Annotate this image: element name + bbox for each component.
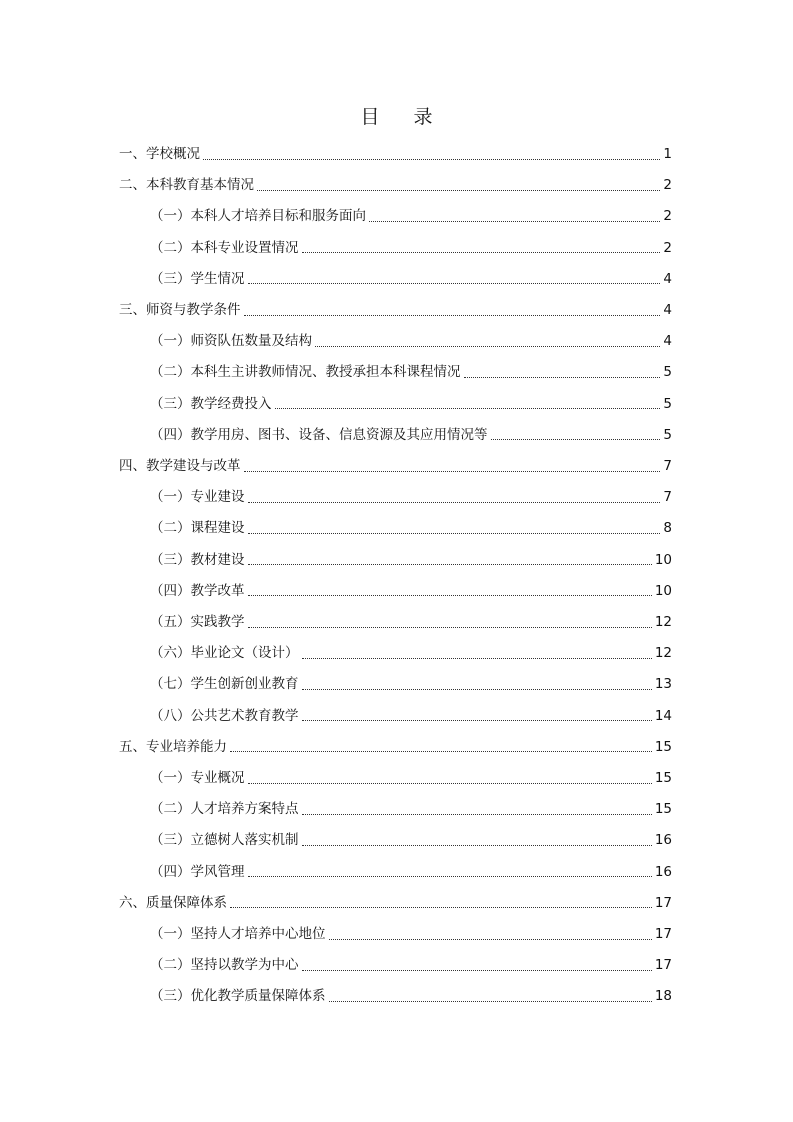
toc-entry-page-number: 12 <box>654 645 672 662</box>
dot-leader <box>230 737 652 757</box>
toc-entry-page-number: 4 <box>663 302 672 318</box>
dot-leader <box>491 425 661 445</box>
dot-leader <box>275 394 661 414</box>
toc-entry-page-number: 5 <box>663 395 672 412</box>
toc-entry[interactable] <box>150 389 672 420</box>
toc-entry-page-number: 18 <box>654 988 672 1005</box>
toc-entry[interactable] <box>150 763 672 794</box>
toc-entry[interactable] <box>150 233 672 264</box>
toc-entry-label: （三）学生情况 <box>150 270 245 287</box>
toc-entry-page-number: 4 <box>663 333 672 350</box>
toc-entry-label: （八）公共艺术教育教学 <box>150 707 299 724</box>
toc-entry-label: 六、质量保障体系 <box>119 894 227 911</box>
dot-leader <box>257 176 660 196</box>
toc-entry-label: （一）坚持人才培养中心地位 <box>150 926 326 942</box>
toc-entry[interactable] <box>150 794 672 825</box>
toc-entry[interactable] <box>150 576 672 607</box>
dot-leader <box>329 925 652 945</box>
dot-leader <box>464 363 661 383</box>
toc-entry-label: （五）实践教学 <box>150 614 245 630</box>
dot-leader <box>329 987 652 1007</box>
dot-leader <box>203 145 660 165</box>
toc-entry-label: （三）优化教学质量保障体系 <box>150 988 326 1005</box>
dot-leader <box>369 207 660 227</box>
toc-entry[interactable] <box>119 888 672 919</box>
toc-entry[interactable] <box>150 981 672 1012</box>
dot-leader <box>248 581 652 601</box>
toc-entry[interactable] <box>150 326 672 357</box>
dot-leader <box>230 893 652 913</box>
toc-entry-label: （三）立德树人落实机制 <box>150 832 299 849</box>
dot-leader <box>248 269 661 289</box>
toc-entry-page-number: 14 <box>654 707 672 724</box>
toc-entry-page-number: 7 <box>663 489 672 506</box>
toc-entry-label: 五、专业培养能力 <box>119 738 227 755</box>
dot-leader <box>302 238 661 258</box>
toc-entry[interactable] <box>119 451 672 482</box>
toc-entry-page-number: 17 <box>654 957 672 974</box>
toc-entry[interactable] <box>150 607 672 638</box>
toc-entry[interactable] <box>150 545 672 576</box>
toc-entry-label: （二）坚持以教学为中心 <box>150 957 299 974</box>
toc-entry-page-number: 5 <box>663 426 672 443</box>
toc-entry-page-number: 15 <box>654 738 672 755</box>
toc-entry[interactable] <box>150 919 672 950</box>
dot-leader <box>248 862 652 882</box>
toc-entry[interactable] <box>150 825 672 856</box>
dot-leader <box>244 301 661 321</box>
toc-entry-page-number: 5 <box>663 364 672 381</box>
toc-entry-page-number: 17 <box>654 926 672 942</box>
toc-entry-page-number: 15 <box>654 770 672 786</box>
toc-entry-label: （一）专业建设 <box>150 489 245 506</box>
toc-entry-label: （三）教材建设 <box>150 551 245 568</box>
toc-entry-page-number: 8 <box>663 520 672 537</box>
toc-entry[interactable] <box>119 732 672 763</box>
toc-entry-page-number: 12 <box>654 614 672 630</box>
toc-entry[interactable] <box>150 669 672 700</box>
toc-entry-label: （二）人才培养方案特点 <box>150 801 299 818</box>
page-title: 目 录 <box>360 106 447 128</box>
toc-entry[interactable] <box>150 201 672 232</box>
dot-leader <box>248 769 652 789</box>
dot-leader <box>244 457 661 477</box>
toc-entry[interactable] <box>150 513 672 544</box>
toc-entry[interactable] <box>119 295 672 326</box>
toc-entry[interactable] <box>119 139 672 170</box>
toc-entry[interactable] <box>150 357 672 388</box>
dot-leader <box>248 550 652 570</box>
toc-entry-label: （四）教学用房、图书、设备、信息资源及其应用情况等 <box>150 426 488 443</box>
toc-entry-page-number: 16 <box>654 863 672 880</box>
toc-entry-page-number: 2 <box>663 208 672 225</box>
dot-leader <box>248 613 652 633</box>
toc-entry[interactable] <box>119 170 672 201</box>
toc-entry-page-number: 2 <box>663 239 672 256</box>
dot-leader <box>302 644 652 664</box>
dot-leader <box>302 800 652 820</box>
toc-entry-page-number: 16 <box>654 832 672 849</box>
toc-entry-label: （六）毕业论文（设计） <box>150 645 299 662</box>
dot-leader <box>302 675 652 695</box>
toc-entry-label: （四）教学改革 <box>150 582 245 599</box>
dot-leader <box>302 956 652 976</box>
toc-entry[interactable] <box>150 420 672 451</box>
toc-entry-page-number: 15 <box>654 801 672 818</box>
dot-leader <box>248 519 661 539</box>
toc-entry-label: （二）本科生主讲教师情况、教授承担本科课程情况 <box>150 364 461 381</box>
toc-entry-page-number: 2 <box>663 177 672 194</box>
toc-entry[interactable] <box>150 701 672 732</box>
dot-leader <box>302 706 652 726</box>
dot-leader <box>315 332 660 352</box>
toc-entry-page-number: 13 <box>654 676 672 693</box>
toc-entry-label: （三）教学经费投入 <box>150 395 272 412</box>
toc-entry-label: （一）本科人才培养目标和服务面向 <box>150 208 366 225</box>
toc-entry-label: 四、教学建设与改革 <box>119 458 241 474</box>
toc-entry-label: 一、学校概况 <box>119 146 200 162</box>
toc-entry-label: 三、师资与教学条件 <box>119 302 241 318</box>
toc-entry-page-number: 17 <box>654 894 672 911</box>
toc-entry[interactable] <box>150 264 672 295</box>
dot-leader <box>248 488 661 508</box>
toc-entry[interactable] <box>150 482 672 513</box>
toc-entry[interactable] <box>150 857 672 888</box>
toc-entry-page-number: 1 <box>663 146 672 162</box>
toc-entry-label: （二）课程建设 <box>150 520 245 537</box>
toc-entry-label: （一）专业概况 <box>150 770 245 786</box>
toc-entry[interactable] <box>150 638 672 669</box>
toc-entry-page-number: 4 <box>663 270 672 287</box>
toc-entry[interactable] <box>150 950 672 981</box>
toc-entry-page-number: 7 <box>663 458 672 474</box>
toc-entry-label: （七）学生创新创业教育 <box>150 676 299 693</box>
toc-entry-page-number: 10 <box>654 551 672 568</box>
toc-entry-label: （二）本科专业设置情况 <box>150 239 299 256</box>
toc-entry-label: 二、本科教育基本情况 <box>119 177 254 194</box>
dot-leader <box>302 831 652 851</box>
toc-entry-label: （一）师资队伍数量及结构 <box>150 333 312 350</box>
toc-entry-page-number: 10 <box>654 582 672 599</box>
toc-entry-label: （四）学风管理 <box>150 863 245 880</box>
